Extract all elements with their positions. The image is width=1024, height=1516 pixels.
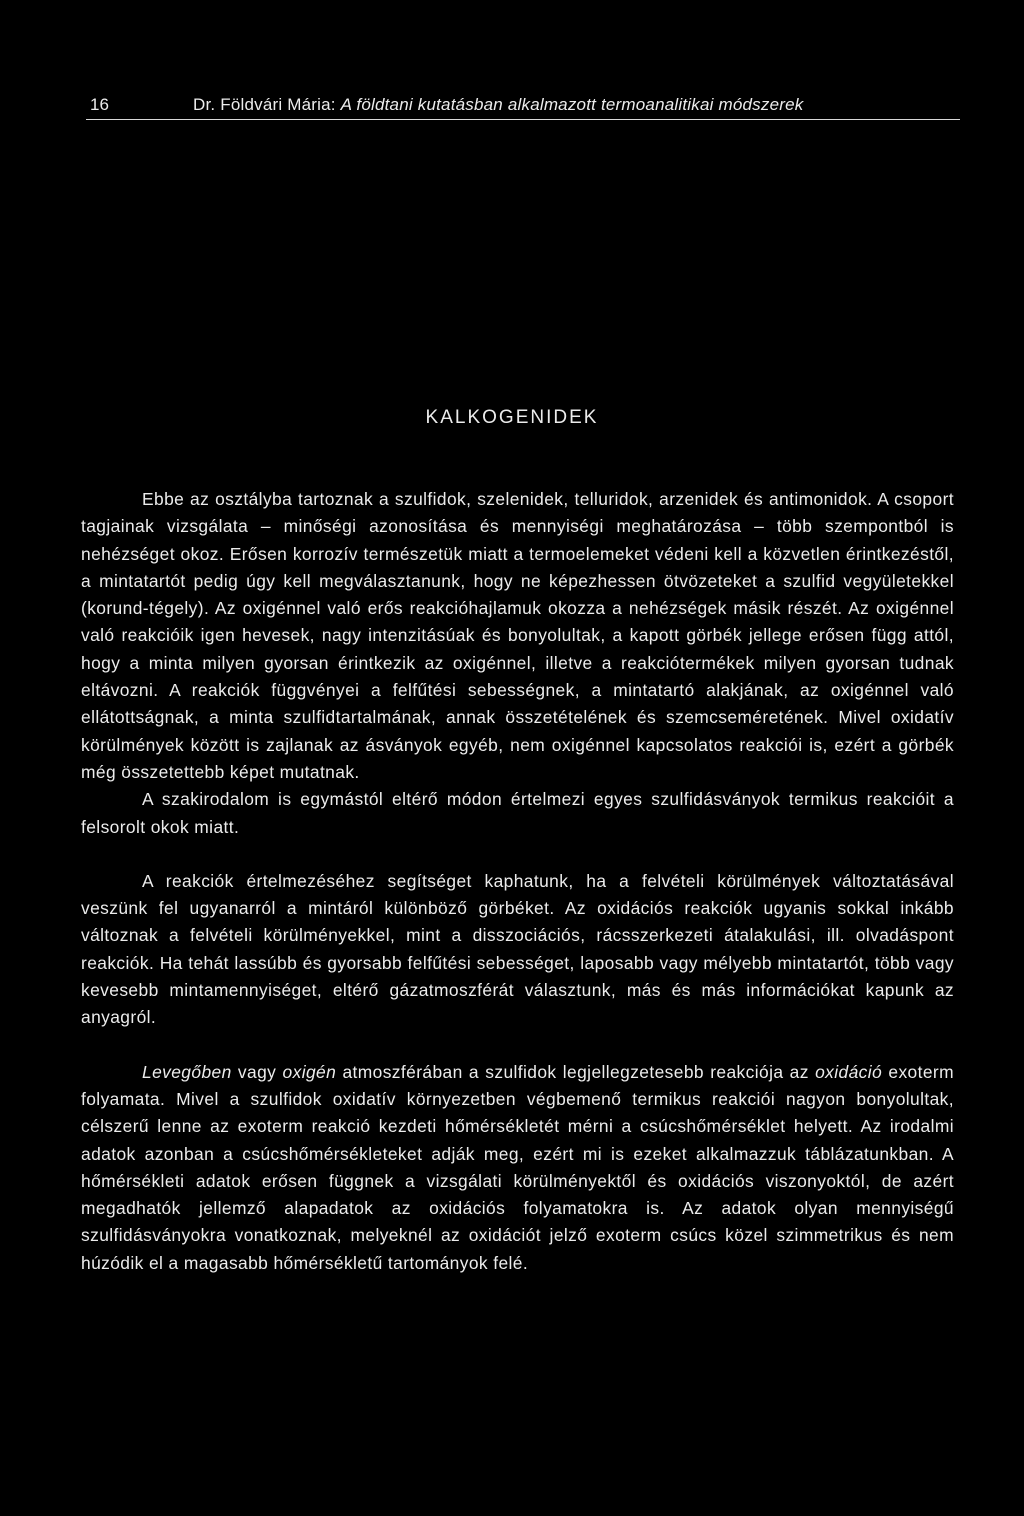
text-run: atmoszférában a szulfidok legjellegzetesebb reakciója az bbox=[336, 1061, 816, 1082]
paragraph: A reakciók értelmezéséhez segítséget kaphatunk, ha a felvételi körülmények változtatásával veszünk fel ugyanarról a mintáról különböző görbéket. Az oxidációs reakciók ugyanis sokkal inkább változnak a felvételi körülményekkel, mint a disszociációs, rácsszerkezeti átalakulási, ill. olvadáspont reakciók. Ha tehát lassúbb és gyorsabb felfűtési sebességet, laposabb vagy mélyebb mintatartót, több vagy kevesebb mintamennyiséget, eltérő gázatmoszférát választunk, más és más információkat kapunk az anyagról. bbox=[81, 870, 954, 1028]
running-header bbox=[90, 92, 958, 118]
text-run: exoterm folyamata. Mivel a szulfidok oxidatív környezetben végbemenő termikus reakciói nagyon bonyolultak, célszerű lenne az exoterm reakció kezdeti hőmérsékletét mérni a csúcshőmérséklet helyett. Az irodalmi adatok azonban a csúcshőmérsékleteket adják meg, ezért mi is ezeket alkalmazzuk táblázatunkban. A hőmérsékleti adatok erősen függnek a vizsgálati körülményektől és oxidációs viszonyoktól, de azért megadhatók jellemző alapadatok az oxidációs folyamatokra is. Az adatok olyan mennyiségű szulfidásványokra vonatkoznak, melyeknél az oxidációt jelző exoterm csúcs közel szimmetrikus és nem húzódik el a magasabb hőmérsékletű tartományok felé. bbox=[81, 1061, 955, 1273]
body-text bbox=[81, 486, 954, 1277]
paragraph: Ebbe az osztályba tartoznak a szulfidok, szelenidek, telluridok, arzenidek és antimonidok. A csoport tagjainak vizsgálata – minőségi azonosítása és mennyiségi meghatározása – több szempontból is nehézséget okoz. Erősen korrozív természetük miatt a termoelemeket védeni kell a közvetlen érintkezéstől, a mintatartót pedig úgy kell megválasztanunk, hogy ne képezhessen ötvözeteket a szulfid vegyületekkel (korund-tégely). Az oxigénnel való erős reakcióhajlamuk okozza a nehézségek másik részét. Az oxigénnel való reakcióik igen hevesek, nagy intenzitásúak és bonyolultak, a kapott görbék jellege erősen függ attól, hogy a minta milyen gyorsan érintkezik az oxigénnel, illetve a reakciótermékek milyen gyorsan tudnak eltávozni. A reakciók függvényei a felfűtési sebességnek, a mintatartó alakjának, az oxigénnel való ellátottságnak, a minta szulfidtartalmának, annak összetételének és szemcseméretének. Mivel oxidatív körülmények között is zajlanak az ásványok egyéb, nem oxigénnel kapcsolatos reakciói is, ezért a görbék még összetettebb képet mutatnak. bbox=[81, 489, 954, 782]
page-number: 16 bbox=[90, 95, 109, 114]
header-rule bbox=[86, 119, 960, 120]
text-run: vagy bbox=[231, 1061, 283, 1082]
emphasis: Levegőben bbox=[142, 1061, 232, 1082]
paragraph: A szakirodalom is egymástól eltérő módon értelmezi egyes szulfidásványok termikus reakcióit a felsorolt okok miatt. bbox=[81, 789, 954, 837]
emphasis: oxigén bbox=[282, 1061, 337, 1082]
book-title: A földtani kutatásban alkalmazott termoanalitikai módszerek bbox=[340, 95, 804, 114]
emphasis: oxidáció bbox=[815, 1061, 883, 1082]
author-name: Dr. Földvári Mária: bbox=[193, 95, 341, 114]
paragraph bbox=[81, 1059, 954, 1277]
running-title bbox=[193, 95, 803, 114]
section-heading: KALKOGENIDEK bbox=[425, 407, 599, 428]
